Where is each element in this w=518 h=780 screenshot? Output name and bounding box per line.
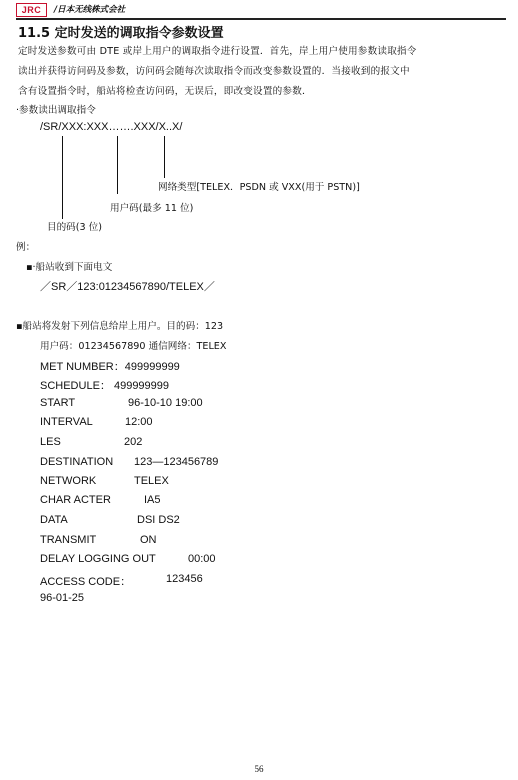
send-heading: ▪船站将发射下列信息给岸上用户。目的码：123 [16, 321, 224, 332]
network-type-label: 网络类型[TELEX．PSDN 或 VXX(用于 PSTN)] [158, 182, 360, 193]
user-code-pointer [117, 136, 118, 194]
param-value: TELEX [134, 475, 169, 487]
header-rule [16, 18, 506, 20]
param-value: 123—123456789 [134, 456, 219, 468]
param-key: 96-01-25 [40, 592, 85, 604]
user-code-line: 用户码：01234567890 通信网络：TELEX [40, 341, 227, 352]
read-command-heading: ·参数读出调取指令 [16, 105, 96, 116]
param-value: ON [140, 534, 157, 546]
command-format: /SR/XXX:XXX…….XXX/X..X/ [40, 121, 183, 133]
section-title: 11.5 定时发送的调取指令参数设置 [18, 26, 224, 41]
param-key: DESTINATION [40, 456, 114, 468]
dest-code-pointer [62, 136, 63, 219]
param-value: IA5 [144, 494, 161, 506]
param-value: 96-10-10 19:00 [128, 397, 203, 409]
param-key: MET NUMBER：499999999 [40, 361, 180, 373]
network-pointer [164, 136, 165, 178]
param-key: INTERVAL [40, 416, 93, 428]
param-key: NETWORK [40, 475, 97, 487]
page-number: 56 [254, 764, 264, 774]
intro-line: 定时发送参数可由 DTE 或岸上用户的调取指令进行设置．首先，岸上用户使用参数读取指令 [18, 46, 417, 57]
param-key: TRANSMIT [40, 534, 97, 546]
jrc-logo: JRC [16, 3, 47, 17]
param-key: DATA [40, 514, 68, 526]
param-key: SCHEDULE： 499999999 [40, 380, 170, 392]
param-key: CHAR ACTER [40, 494, 111, 506]
company-name: /日本无线株式会社 [54, 5, 126, 15]
received-message: ／SR／123:01234567890/TELEX／ [40, 281, 215, 293]
dest-code-label: 目的码(3 位) [47, 222, 103, 233]
param-key: ACCESS CODE： [40, 576, 132, 588]
param-value: 123456 [166, 573, 203, 585]
param-key: START [40, 397, 76, 409]
example-label: 例： [16, 242, 36, 253]
param-key: DELAY LOGGING OUT [40, 553, 156, 565]
param-value: DSI DS2 [137, 514, 180, 526]
param-key: LES [40, 436, 61, 448]
intro-line: 含有设置指令时，船站将检查访问码，无误后，即改变设置的参数． [18, 86, 312, 97]
intro-line: 读出并获得访问码及参数，访问码会随每次读取指令而改变参数设置的．当接收到的报文中 [18, 66, 410, 77]
param-value: 202 [124, 436, 143, 448]
param-value: 00:00 [188, 553, 216, 565]
param-value: 12:00 [125, 416, 153, 428]
received-heading: ▪·船站收到下面电文 [26, 262, 113, 273]
intro-paragraph [18, 42, 508, 102]
page-header [16, 3, 506, 17]
user-code-label: 用户码(最多 11 位) [110, 203, 194, 214]
